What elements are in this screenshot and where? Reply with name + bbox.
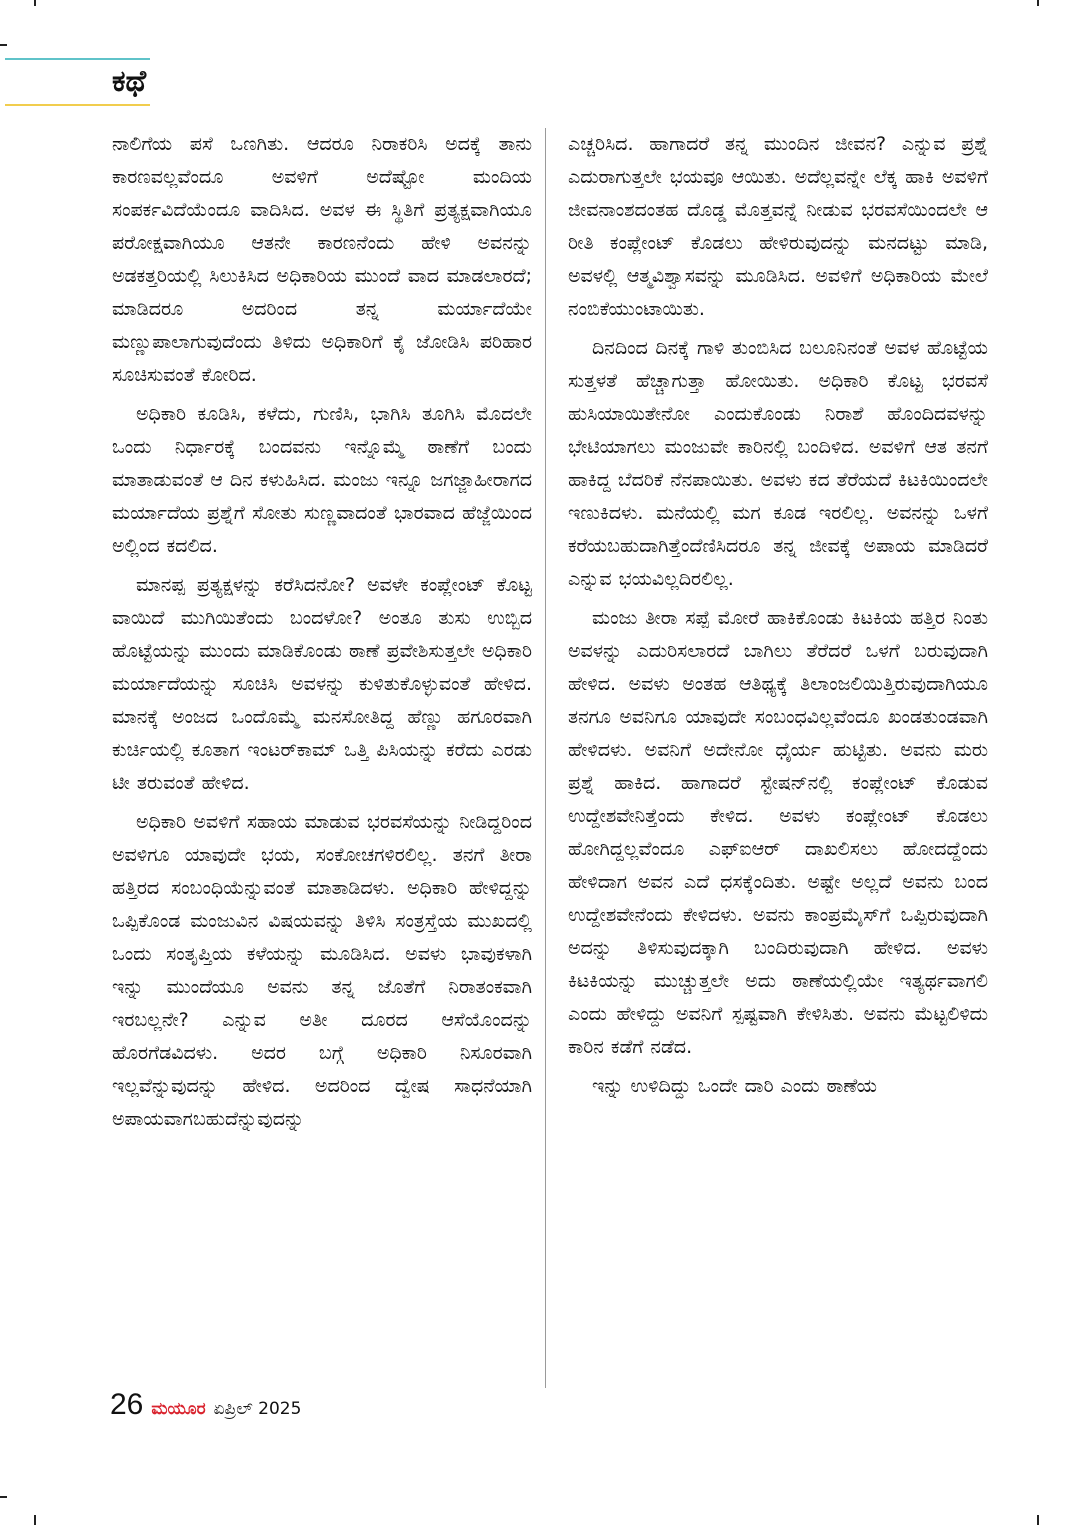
paragraph: ಮಂಜು ತೀರಾ ಸಪ್ಪೆ ಮೋರೆ ಹಾಕಿಕೊಂಡು ಕಿಟಕಿಯ ಹತ್ತಿರ ನಿಂತು ಅವಳನ್ನು ಎದುರಿಸಲಾರದೆ ಬಾಗಿಲು ತೆರೆದರೆ ಒಳಗೆ ಬರುವುದಾಗಿ ಹೇಳಿದ. ಅವಳು ಅಂತಹ ಆತಿಥ್ಯಕ್ಕೆ ತಿಲಾಂಜಲಿಯಿತ್ತಿರುವುದಾಗಿಯೂ ತನಗೂ ಅವನಿಗೂ ಯಾವುದೇ ಸಂಬಂಧವಿಲ್ಲವೆಂದೂ ಖಂಡತುಂಡವಾಗಿ ಹೇಳಿದಳು. ಅವನಿಗೆ ಅದೇನೋ ಧೈರ್ಯ ಹುಟ್ಟಿತು. ಅವನು ಮರು ಪ್ರಶ್ನೆ ಹಾಕಿದ. ಹಾಗಾದರೆ ಸ್ಟೇಷನ್‌ನಲ್ಲಿ ಕಂಪ್ಲೇಂಟ್ ಕೊಡುವ ಉದ್ದೇಶವೇನಿತ್ತೆಂದು ಕೇಳಿದ. ಅವಳು ಕಂಪ್ಲೇಂಟ್ ಕೊಡಲು ಹೋಗಿದ್ದಲ್ಲವೆಂದೂ ಎಫ್ಐಆರ್ ದಾಖಲಿಸಲು ಹೋದದ್ದೆಂದು ಹೇಳಿದಾಗ ಅವನ ಎದೆ ಧಸಕ್ಕೆಂದಿತು. ಅಷ್ಟೇ ಅಲ್ಲದೆ ಅವನು ಬಂದ ಉದ್ದೇಶವೇನೆಂದು ಕೇಳಿದಳು. ಅವನು ಕಾಂಪ್ರಮೈಸ್‌ಗೆ ಒಪ್ಪಿರುವುದಾಗಿ ಅದನ್ನು ತಿಳಿಸುವುದಕ್ಕಾಗಿ ಬಂದಿರುವುದಾಗಿ ಹೇಳಿದ. ಅವಳು ಕಿಟಕಿಯನ್ನು ಮುಚ್ಚುತ್ತಲೇ ಅದು ಠಾಣೆಯಲ್ಲಿಯೇ ಇತ್ಯರ್ಥವಾಗಲಿ ಎಂದು ಹೇಳಿದ್ದು ಅವನಿಗೆ ಸ್ಪಷ್ಟವಾಗಿ ಕೇಳಿಸಿತು. ಅವನು ಮೆಟ್ಟಲಿಳಿದು ಕಾರಿನ ಕಡೆಗೆ ನಡೆದ. (568, 607, 988, 1058)
issue-date: ಏಪ್ರಿಲ್ 2025 (213, 1399, 302, 1419)
left-column (112, 128, 532, 1378)
page-number: 26 (110, 1388, 144, 1421)
column-divider (545, 128, 546, 1388)
paragraph: ಎಚ್ಚರಿಸಿದ. ಹಾಗಾದರೆ ತನ್ನ ಮುಂದಿನ ಜೀವನ? ಎನ್ನುವ ಪ್ರಶ್ನೆ ಎದುರಾಗುತ್ತಲೇ ಭಯವೂ ಆಯಿತು. ಅದೆಲ್ಲವನ್ನೇ ಲೆಕ್ಕ ಹಾಕಿ ಅವಳಿಗೆ ಜೀವನಾಂಶದಂತಹ ದೊಡ್ಡ ಮೊತ್ತವನ್ನೆ ನೀಡುವ ಭರವಸೆಯಿಂದಲೇ ಆ ರೀತಿ ಕಂಪ್ಲೇಂಟ್ ಕೊಡಲು ಹೇಳಿರುವುದನ್ನು ಮನದಟ್ಟು ಮಾಡಿ, ಅವಳಲ್ಲಿ ಆತ್ಮವಿಶ್ವಾಸವನ್ನು ಮೂಡಿಸಿದ. ಅವಳಿಗೆ ಅಧಿಕಾರಿಯ ಮೇಲೆ ನಂಬಿಕೆಯುಂಟಾಯಿತು. (568, 133, 988, 320)
paragraph: ಮಾನಪ್ಪ ಪ್ರತ್ಯಕ್ಷಳನ್ನು ಕರೆಸಿದನೋ? ಅವಳೇ ಕಂಪ್ಲೇಂಟ್ ಕೊಟ್ಟ ವಾಯಿದೆ ಮುಗಿಯಿತೆಂದು ಬಂದಳೋ? ಅಂತೂ ತುಸು ಉಬ್ಬಿದ ಹೊಟ್ಟೆಯನ್ನು ಮುಂದು ಮಾಡಿಕೊಂಡು ಠಾಣೆ ಪ್ರವೇಶಿಸುತ್ತಲೇ ಅಧಿಕಾರಿ ಮರ್ಯಾದೆಯನ್ನು ಸೂಚಿಸಿ ಅವಳನ್ನು ಕುಳಿತುಕೊಳ್ಳುವಂತೆ ಹೇಳಿದ. ಮಾನಕ್ಕೆ ಅಂಜದ ಒಂದೊಮ್ಮೆ ಮನಸೋತಿದ್ದ ಹೆಣ್ಣು ಹಗೂರವಾಗಿ ಕುರ್ಚಿಯಲ್ಲಿ ಕೂತಾಗ ಇಂಟರ್‌ಕಾಮ್ ಒತ್ತಿ ಪಿಸಿಯನ್ನು ಕರೆದು ಎರಡು ಟೀ ತರುವಂತೆ ಹೇಳಿದ. (112, 574, 532, 794)
page-footer (110, 1388, 301, 1428)
header-rule-bottom (5, 104, 150, 106)
paragraph: ಅಧಿಕಾರಿ ಕೂಡಿಸಿ, ಕಳೆದು, ಗುಣಿಸಿ, ಭಾಗಿಸಿ ತೂಗಿಸಿ ಮೊದಲೇ ಒಂದು ನಿರ್ಧಾರಕ್ಕೆ ಬಂದವನು ಇನ್ನೊಮ್ಮೆ ಠಾಣೆಗೆ ಬಂದು ಮಾತಾಡುವಂತೆ ಆ ದಿನ ಕಳುಹಿಸಿದ. ಮಂಜು ಇನ್ನೂ ಜಗಜ್ಜಾಹೀರಾಗದ ಮರ್ಯಾದೆಯ ಪ್ರಶ್ನೆಗೆ ಸೋತು ಸುಣ್ಣವಾದಂತೆ ಭಾರವಾದ ಹೆಜ್ಜೆಯಿಂದ ಅಲ್ಲಿಂದ ಕದಲಿದ. (112, 403, 532, 557)
crop-mark-left-lower (0, 1496, 7, 1498)
paragraph: ಅಧಿಕಾರಿ ಅವಳಿಗೆ ಸಹಾಯ ಮಾಡುವ ಭರವಸೆಯನ್ನು ನೀಡಿದ್ದರಿಂದ ಅವಳಿಗೂ ಯಾವುದೇ ಭಯ, ಸಂಕೋಚಗಳಿರಲಿಲ್ಲ. ತನಗೆ ತೀರಾ ಹತ್ತಿರದ ಸಂಬಂಧಿಯೆನ್ನುವಂತೆ ಮಾತಾಡಿದಳು. ಅಧಿಕಾರಿ ಹೇಳಿದ್ದನ್ನು ಒಪ್ಪಿಕೊಂಡ ಮಂಜುವಿನ ವಿಷಯವನ್ನು ತಿಳಿಸಿ ಸಂತ್ರಸ್ತೆಯ ಮುಖದಲ್ಲಿ ಒಂದು ಸಂತೃಪ್ತಿಯ ಕಳೆಯನ್ನು ಮೂಡಿಸಿದ. ಅವಳು ಭಾವುಕಳಾಗಿ ಇನ್ನು ಮುಂದೆಯೂ ಅವನು ತನ್ನ ಜೊತೆಗೆ ನಿರಾತಂಕವಾಗಿ ಇರಬಲ್ಲನೇ? ಎನ್ನುವ ಅತೀ ದೂರದ ಆಸೆಯೊಂದನ್ನು ಹೊರಗೆಡವಿದಳು. ಅದರ ಬಗ್ಗೆ ಅಧಿಕಾರಿ ನಿಸೂರವಾಗಿ ಇಲ್ಲವೆನ್ನುವುದನ್ನು ಹೇಳಿದ. ಅದರಿಂದ ದ್ವೇಷ ಸಾಧನೆಯಾಗಿ ಅಪಾಯವಾಗಬಹುದೆನ್ನುವುದನ್ನು (112, 811, 532, 1130)
paragraph: ಇನ್ನು ಉಳಿದಿದ್ದು ಒಂದೇ ದಾರಿ ಎಂದು ಠಾಣೆಯ (592, 1075, 877, 1097)
right-column (568, 128, 988, 1378)
magazine-logo: ಮಯೂರ (151, 1399, 206, 1419)
paragraph: ದಿನದಿಂದ ದಿನಕ್ಕೆ ಗಾಳಿ ತುಂಬಿಸಿದ ಬಲೂನಿನಂತೆ ಅವಳ ಹೊಟ್ಟೆಯ ಸುತ್ತಳತೆ ಹೆಚ್ಚಾಗುತ್ತಾ ಹೋಯಿತು. ಅಧಿಕಾರಿ ಕೊಟ್ಟ ಭರವಸೆ ಹುಸಿಯಾಯಿತೇನೋ ಎಂದುಕೊಂಡು ನಿರಾಶೆ ಹೊಂದಿದವಳನ್ನು ಭೇಟಿಯಾಗಲು ಮಂಜುವೇ ಕಾರಿನಲ್ಲಿ ಬಂದಿಳಿದ. ಅವಳಿಗೆ ಆತ ತನಗೆ ಹಾಕಿದ್ದ ಬೆದರಿಕೆ ನೆನಪಾಯಿತು. ಅವಳು ಕದ ತೆರೆಯದೆ ಕಿಟಕಿಯಿಂದಲೇ ಇಣುಕಿದಳು. ಮನೆಯಲ್ಲಿ ಮಗ ಕೂಡ ಇರಲಿಲ್ಲ. ಅವನನ್ನು ಒಳಗೆ ಕರೆಯಬಹುದಾಗಿತ್ತೆಂದೆಣಿಸಿದರೂ ತನ್ನ ಜೀವಕ್ಕೆ ಅಪಾಯ ಮಾಡಿದರೆ ಎನ್ನುವ ಭಯವಿಲ್ಲದಿರಲಿಲ್ಲ. (568, 337, 988, 590)
crop-mark-bottom-left (34, 1515, 36, 1525)
crop-mark-top-left (34, 0, 36, 6)
crop-mark-bottom-right (1037, 1515, 1039, 1525)
paragraph: ನಾಲಿಗೆಯ ಪಸೆ ಒಣಗಿತು. ಆದರೂ ನಿರಾಕರಿಸಿ ಅದಕ್ಕೆ ತಾನು ಕಾರಣವಲ್ಲವೆಂದೂ ಅವಳಿಗೆ ಅದೆಷ್ಟೋ ಮಂದಿಯ ಸಂಪರ್ಕವಿದೆಯೆಂದೂ ವಾದಿಸಿದ. ಅವಳ ಈ ಸ್ಥಿತಿಗೆ ಪ್ರತ್ಯಕ್ಷವಾಗಿಯೂ ಪರೋಕ್ಷವಾಗಿಯೂ ಆತನೇ ಕಾರಣನೆಂದು ಹೇಳಿ ಅವನನ್ನು ಅಡಕತ್ತರಿಯಲ್ಲಿ ಸಿಲುಕಿಸಿದ ಅಧಿಕಾರಿಯ ಮುಂದೆ ವಾದ ಮಾಡಲಾರದೆ; ಮಾಡಿದರೂ ಅದರಿಂದ ತನ್ನ ಮರ್ಯಾದೆಯೇ ಮಣ್ಣುಪಾಲಾಗುವುದೆಂದು ತಿಳಿದು ಅಧಿಕಾರಿಗೆ ಕೈ ಜೋಡಿಸಿ ಪರಿಹಾರ ಸೂಚಿಸುವಂತೆ ಕೋರಿದ. (112, 133, 532, 386)
crop-mark-top-right (1037, 0, 1039, 6)
crop-mark-left-upper (0, 44, 7, 46)
section-title: ಕಥೆ (112, 64, 147, 99)
header-rule-top (5, 58, 150, 60)
